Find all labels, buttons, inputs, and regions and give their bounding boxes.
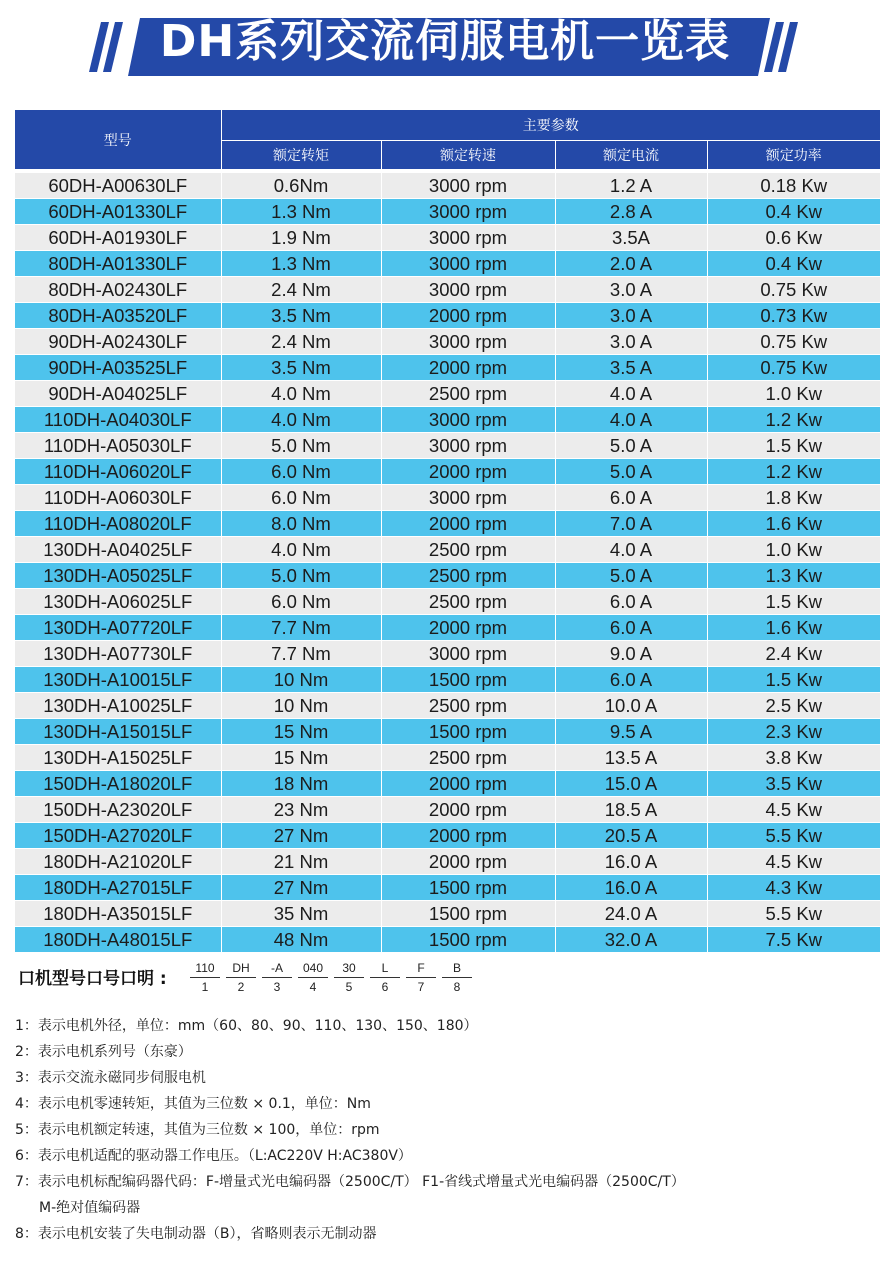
value-cell: 1.3 Kw bbox=[707, 563, 880, 589]
segment-index: 1 bbox=[201, 980, 209, 994]
value-cell: 2.8 A bbox=[555, 199, 707, 225]
value-cell: 0.75 Kw bbox=[707, 355, 880, 381]
model-cell: 130DH-A04025LF bbox=[15, 537, 221, 563]
segment-index: 5 bbox=[345, 980, 353, 994]
model-code-segment bbox=[442, 962, 472, 994]
model-cell: 110DH-A05030LF bbox=[15, 433, 221, 459]
table-row bbox=[15, 797, 880, 823]
table-row bbox=[15, 667, 880, 693]
value-cell: 3.5A bbox=[555, 225, 707, 251]
table-row bbox=[15, 563, 880, 589]
column-header: 额定功率 bbox=[707, 141, 880, 170]
value-cell: 20.5 A bbox=[555, 823, 707, 849]
model-code-segment bbox=[406, 962, 436, 994]
model-code-segment bbox=[334, 962, 364, 994]
note-item: 1：表示电机外径，单位：mm（60、80、90、110、130、150、180） bbox=[15, 1018, 478, 1034]
value-cell: 3.0 A bbox=[555, 329, 707, 355]
value-cell: 1.2 Kw bbox=[707, 407, 880, 433]
value-cell: 4.5 Kw bbox=[707, 797, 880, 823]
value-cell: 15.0 A bbox=[555, 771, 707, 797]
model-cell: 130DH-A06025LF bbox=[15, 589, 221, 615]
value-cell: 6.0 A bbox=[555, 589, 707, 615]
value-cell: 35 Nm bbox=[221, 901, 381, 927]
note-item: 8：表示电机安装了失电制动器（B），省略则表示无制动器 bbox=[15, 1226, 377, 1242]
segment-code: 110 bbox=[190, 962, 220, 978]
model-cell: 90DH-A04025LF bbox=[15, 381, 221, 407]
value-cell: 3000 rpm bbox=[381, 251, 555, 277]
table-row bbox=[15, 537, 880, 563]
model-code-segment bbox=[298, 962, 328, 994]
note-item: 5：表示电机额定转速，其值为三位数 × 100，单位：rpm bbox=[15, 1122, 380, 1138]
value-cell: 4.0 Nm bbox=[221, 407, 381, 433]
segment-code: F bbox=[406, 962, 436, 978]
value-cell: 2500 rpm bbox=[381, 537, 555, 563]
model-header: 型号 bbox=[15, 110, 221, 170]
column-header: 额定电流 bbox=[555, 141, 707, 170]
motor-spec-table bbox=[15, 110, 880, 953]
model-cell: 180DH-A27015LF bbox=[15, 875, 221, 901]
value-cell: 3000 rpm bbox=[381, 329, 555, 355]
table-row bbox=[15, 355, 880, 381]
value-cell: 1.6 Kw bbox=[707, 615, 880, 641]
value-cell: 2500 rpm bbox=[381, 745, 555, 771]
table-row bbox=[15, 199, 880, 225]
model-cell: 150DH-A27020LF bbox=[15, 823, 221, 849]
model-cell: 80DH-A02430LF bbox=[15, 277, 221, 303]
segment-index: 3 bbox=[273, 980, 281, 994]
value-cell: 10 Nm bbox=[221, 693, 381, 719]
value-cell: 1.5 Kw bbox=[707, 589, 880, 615]
value-cell: 7.7 Nm bbox=[221, 641, 381, 667]
model-cell: 60DH-A01330LF bbox=[15, 199, 221, 225]
value-cell: 4.0 A bbox=[555, 537, 707, 563]
value-cell: 2500 rpm bbox=[381, 589, 555, 615]
value-cell: 5.0 Nm bbox=[221, 563, 381, 589]
model-code-segment bbox=[226, 962, 256, 994]
value-cell: 0.6Nm bbox=[221, 173, 381, 199]
value-cell: 15 Nm bbox=[221, 745, 381, 771]
value-cell: 2500 rpm bbox=[381, 381, 555, 407]
value-cell: 18.5 A bbox=[555, 797, 707, 823]
model-cell: 180DH-A35015LF bbox=[15, 901, 221, 927]
note-item: 6：表示电机适配的驱动器工作电压。（L:AC220V H:AC380V） bbox=[15, 1148, 412, 1164]
value-cell: 2.4 Kw bbox=[707, 641, 880, 667]
value-cell: 3000 rpm bbox=[381, 225, 555, 251]
value-cell: 1.5 Kw bbox=[707, 433, 880, 459]
model-code-segment bbox=[370, 962, 400, 994]
value-cell: 2000 rpm bbox=[381, 459, 555, 485]
value-cell: 3000 rpm bbox=[381, 485, 555, 511]
table-row bbox=[15, 719, 880, 745]
model-cell: 110DH-A06030LF bbox=[15, 485, 221, 511]
value-cell: 5.0 A bbox=[555, 433, 707, 459]
value-cell: 16.0 A bbox=[555, 875, 707, 901]
value-cell: 6.0 Nm bbox=[221, 589, 381, 615]
table-row bbox=[15, 589, 880, 615]
value-cell: 1500 rpm bbox=[381, 901, 555, 927]
value-cell: 2000 rpm bbox=[381, 771, 555, 797]
value-cell: 7.5 Kw bbox=[707, 927, 880, 953]
value-cell: 10 Nm bbox=[221, 667, 381, 693]
page-title: DH系列交流伺服电机一览表 bbox=[159, 16, 731, 67]
table-row bbox=[15, 277, 880, 303]
note-item: 4：表示电机零速转矩，其值为三位数 × 0.1，单位：Nm bbox=[15, 1096, 371, 1112]
value-cell: 3.0 A bbox=[555, 303, 707, 329]
value-cell: 0.75 Kw bbox=[707, 329, 880, 355]
segment-code: B bbox=[442, 962, 472, 978]
note-item: 2：表示电机系列号（东豪） bbox=[15, 1044, 192, 1060]
value-cell: 5.5 Kw bbox=[707, 901, 880, 927]
value-cell: 1500 rpm bbox=[381, 719, 555, 745]
value-cell: 5.0 A bbox=[555, 563, 707, 589]
table-row bbox=[15, 745, 880, 771]
value-cell: 1500 rpm bbox=[381, 927, 555, 953]
model-cell: 110DH-A08020LF bbox=[15, 511, 221, 537]
table-row bbox=[15, 303, 880, 329]
table-row bbox=[15, 771, 880, 797]
table-row bbox=[15, 381, 880, 407]
value-cell: 3.5 Nm bbox=[221, 355, 381, 381]
value-cell: 4.0 A bbox=[555, 407, 707, 433]
value-cell: 3.8 Kw bbox=[707, 745, 880, 771]
value-cell: 3000 rpm bbox=[381, 277, 555, 303]
value-cell: 15 Nm bbox=[221, 719, 381, 745]
note-item: 3：表示交流永磁同步伺服电机 bbox=[15, 1070, 206, 1086]
model-cell: 80DH-A03520LF bbox=[15, 303, 221, 329]
value-cell: 2000 rpm bbox=[381, 303, 555, 329]
value-cell: 48 Nm bbox=[221, 927, 381, 953]
value-cell: 27 Nm bbox=[221, 823, 381, 849]
model-code-segment bbox=[190, 962, 220, 994]
table-body bbox=[15, 170, 880, 953]
segment-code: DH bbox=[226, 962, 256, 978]
value-cell: 2.3 Kw bbox=[707, 719, 880, 745]
value-cell: 2000 rpm bbox=[381, 615, 555, 641]
table-row bbox=[15, 173, 880, 199]
value-cell: 1500 rpm bbox=[381, 875, 555, 901]
value-cell: 1.0 Kw bbox=[707, 381, 880, 407]
note-item: M-绝对值编码器 bbox=[39, 1200, 141, 1216]
value-cell: 1.2 A bbox=[555, 173, 707, 199]
value-cell: 1.3 Nm bbox=[221, 199, 381, 225]
model-cell: 150DH-A23020LF bbox=[15, 797, 221, 823]
model-cell: 60DH-A01930LF bbox=[15, 225, 221, 251]
table-row bbox=[15, 433, 880, 459]
value-cell: 24.0 A bbox=[555, 901, 707, 927]
model-cell: 130DH-A07720LF bbox=[15, 615, 221, 641]
value-cell: 2.0 A bbox=[555, 251, 707, 277]
table-row bbox=[15, 641, 880, 667]
table-row bbox=[15, 459, 880, 485]
value-cell: 7.0 A bbox=[555, 511, 707, 537]
value-cell: 3000 rpm bbox=[381, 199, 555, 225]
value-cell: 3.5 A bbox=[555, 355, 707, 381]
model-code-segment bbox=[262, 962, 292, 994]
model-cell: 130DH-A10025LF bbox=[15, 693, 221, 719]
segment-index: 2 bbox=[237, 980, 245, 994]
segment-code: L bbox=[370, 962, 400, 978]
value-cell: 2000 rpm bbox=[381, 823, 555, 849]
value-cell: 0.75 Kw bbox=[707, 277, 880, 303]
segment-code: 30 bbox=[334, 962, 364, 978]
model-cell: 130DH-A10015LF bbox=[15, 667, 221, 693]
model-cell: 130DH-A15025LF bbox=[15, 745, 221, 771]
value-cell: 6.0 Nm bbox=[221, 459, 381, 485]
segment-index: 8 bbox=[453, 980, 461, 994]
table-row bbox=[15, 511, 880, 537]
value-cell: 2000 rpm bbox=[381, 797, 555, 823]
value-cell: 1.8 Kw bbox=[707, 485, 880, 511]
value-cell: 6.0 A bbox=[555, 667, 707, 693]
table-row bbox=[15, 329, 880, 355]
value-cell: 1.5 Kw bbox=[707, 667, 880, 693]
segment-index: 7 bbox=[417, 980, 425, 994]
value-cell: 3000 rpm bbox=[381, 641, 555, 667]
segment-code: 040 bbox=[298, 962, 328, 978]
model-cell: 90DH-A02430LF bbox=[15, 329, 221, 355]
value-cell: 1.0 Kw bbox=[707, 537, 880, 563]
model-cell: 110DH-A04030LF bbox=[15, 407, 221, 433]
table-row bbox=[15, 823, 880, 849]
notes-list bbox=[15, 1013, 875, 1247]
group-header: 主要参数 bbox=[221, 110, 880, 141]
model-cell: 60DH-A00630LF bbox=[15, 173, 221, 199]
segment-code: -A bbox=[262, 962, 292, 978]
value-cell: 0.73 Kw bbox=[707, 303, 880, 329]
value-cell: 10.0 A bbox=[555, 693, 707, 719]
value-cell: 2000 rpm bbox=[381, 849, 555, 875]
model-cell: 130DH-A15015LF bbox=[15, 719, 221, 745]
table-row bbox=[15, 849, 880, 875]
value-cell: 0.18 Kw bbox=[707, 173, 880, 199]
value-cell: 4.0 Nm bbox=[221, 381, 381, 407]
value-cell: 1.2 Kw bbox=[707, 459, 880, 485]
value-cell: 2500 rpm bbox=[381, 693, 555, 719]
table-row bbox=[15, 901, 880, 927]
value-cell: 6.0 A bbox=[555, 615, 707, 641]
segment-index: 6 bbox=[381, 980, 389, 994]
value-cell: 1.9 Nm bbox=[221, 225, 381, 251]
value-cell: 2500 rpm bbox=[381, 563, 555, 589]
value-cell: 2000 rpm bbox=[381, 355, 555, 381]
value-cell: 3.5 Kw bbox=[707, 771, 880, 797]
model-cell: 180DH-A48015LF bbox=[15, 927, 221, 953]
value-cell: 7.7 Nm bbox=[221, 615, 381, 641]
value-cell: 13.5 A bbox=[555, 745, 707, 771]
column-header: 额定转矩 bbox=[221, 141, 381, 170]
table-row bbox=[15, 225, 880, 251]
value-cell: 5.0 Nm bbox=[221, 433, 381, 459]
model-cell: 110DH-A06020LF bbox=[15, 459, 221, 485]
value-cell: 18 Nm bbox=[221, 771, 381, 797]
value-cell: 2.4 Nm bbox=[221, 329, 381, 355]
segment-index: 4 bbox=[309, 980, 317, 994]
value-cell: 9.5 A bbox=[555, 719, 707, 745]
model-cell: 80DH-A01330LF bbox=[15, 251, 221, 277]
value-cell: 32.0 A bbox=[555, 927, 707, 953]
table-row bbox=[15, 693, 880, 719]
value-cell: 2000 rpm bbox=[381, 511, 555, 537]
table-row bbox=[15, 615, 880, 641]
model-code-title: 口机型号口号口明 : bbox=[18, 969, 167, 989]
value-cell: 4.5 Kw bbox=[707, 849, 880, 875]
value-cell: 9.0 A bbox=[555, 641, 707, 667]
value-cell: 4.0 Nm bbox=[221, 537, 381, 563]
note-item: 7：表示电机标配编码器代码：F-增量式光电编码器（2500C/T） F1-省线式增量式光电编码器（2500C/T） bbox=[15, 1174, 685, 1190]
value-cell: 3000 rpm bbox=[381, 433, 555, 459]
column-header: 额定转速 bbox=[381, 141, 555, 170]
model-cell: 180DH-A21020LF bbox=[15, 849, 221, 875]
value-cell: 0.4 Kw bbox=[707, 251, 880, 277]
value-cell: 23 Nm bbox=[221, 797, 381, 823]
value-cell: 5.5 Kw bbox=[707, 823, 880, 849]
model-cell: 90DH-A03525LF bbox=[15, 355, 221, 381]
value-cell: 3000 rpm bbox=[381, 173, 555, 199]
value-cell: 3.0 A bbox=[555, 277, 707, 303]
value-cell: 21 Nm bbox=[221, 849, 381, 875]
title-banner bbox=[0, 0, 890, 90]
value-cell: 4.0 A bbox=[555, 381, 707, 407]
value-cell: 1.6 Kw bbox=[707, 511, 880, 537]
value-cell: 6.0 Nm bbox=[221, 485, 381, 511]
table-row bbox=[15, 251, 880, 277]
model-cell: 130DH-A05025LF bbox=[15, 563, 221, 589]
value-cell: 3.5 Nm bbox=[221, 303, 381, 329]
value-cell: 2.5 Kw bbox=[707, 693, 880, 719]
table-row bbox=[15, 485, 880, 511]
model-cell: 130DH-A07730LF bbox=[15, 641, 221, 667]
value-cell: 3000 rpm bbox=[381, 407, 555, 433]
table-row bbox=[15, 927, 880, 953]
value-cell: 27 Nm bbox=[221, 875, 381, 901]
value-cell: 1.3 Nm bbox=[221, 251, 381, 277]
value-cell: 6.0 A bbox=[555, 485, 707, 511]
value-cell: 4.3 Kw bbox=[707, 875, 880, 901]
value-cell: 0.4 Kw bbox=[707, 199, 880, 225]
value-cell: 2.4 Nm bbox=[221, 277, 381, 303]
table-row bbox=[15, 875, 880, 901]
value-cell: 1500 rpm bbox=[381, 667, 555, 693]
table-row bbox=[15, 407, 880, 433]
value-cell: 8.0 Nm bbox=[221, 511, 381, 537]
model-cell: 150DH-A18020LF bbox=[15, 771, 221, 797]
value-cell: 16.0 A bbox=[555, 849, 707, 875]
value-cell: 0.6 Kw bbox=[707, 225, 880, 251]
value-cell: 5.0 A bbox=[555, 459, 707, 485]
